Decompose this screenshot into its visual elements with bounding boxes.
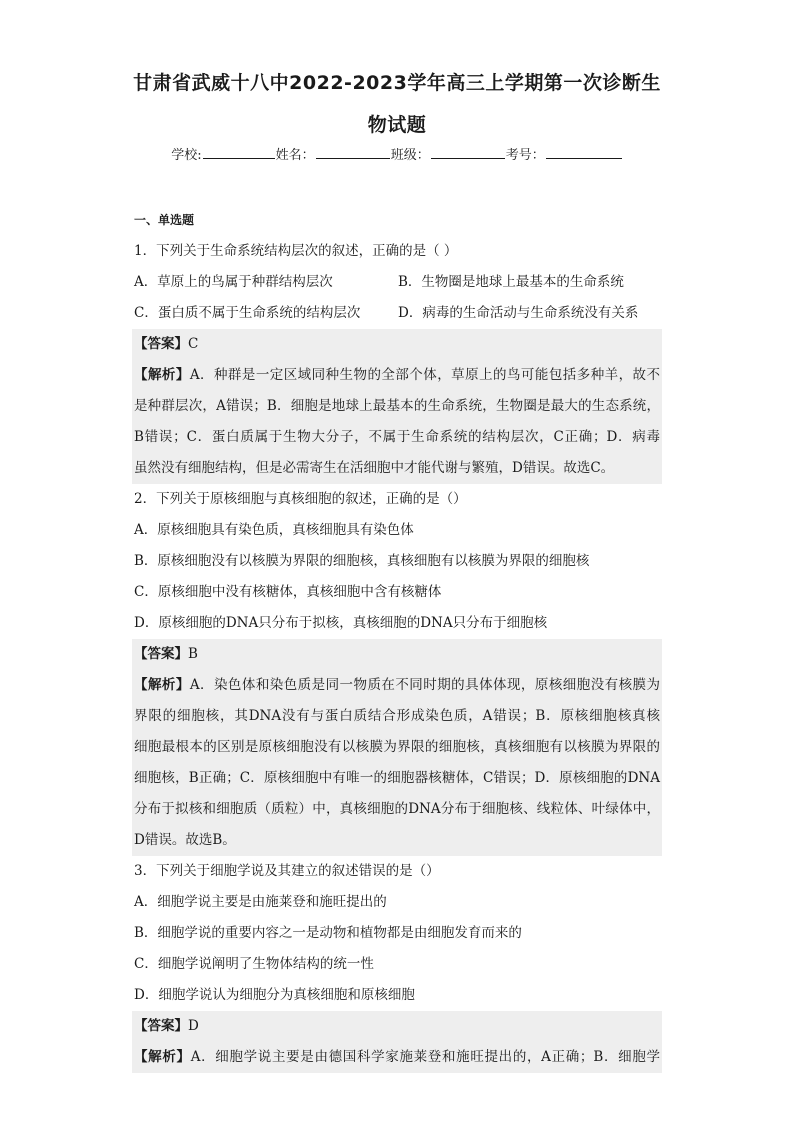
option-row [132,298,662,329]
option-d: D．细胞学说认为细胞分为真核细胞和原核细胞 [134,987,415,1003]
answer-label: 【答案】 [134,1018,188,1034]
name-label: 姓名： [275,148,315,163]
name-blank [316,146,390,159]
option-a: A．细胞学说主要是由施莱登和施旺提出的 [134,894,387,910]
student-info-row [0,144,794,163]
option-d: D．原核细胞的DNA只分布于拟核，真核细胞的DNA只分布于细胞核 [134,615,548,631]
analysis-label: 【解析】 [134,367,190,383]
analysis-text: A．种群是一定区域同种生物的全部个体，草原上的鸟可能包括多种羊，故不 [189,367,660,383]
question-stem: 3．下列关于细胞学说及其建立的叙述错误的是（） [134,863,440,879]
option-c: C．蛋白质不属于生命系统的结构层次 [134,305,361,321]
analysis-line: B错误；C．蛋白质属于生物大分子，不属于生命系统的结构层次，C正确；D．病毒 [134,429,660,445]
number-label: 考号： [505,148,545,163]
answer-block [132,329,662,484]
option-b: B．细胞学说的重要内容之一是动物和植物都是由细胞发育而来的 [134,925,522,941]
answer-line [132,329,662,360]
analysis-line: 细胞最根本的区别是原核细胞没有以核膜为界限的细胞核，真核细胞有以核膜为界限的 [134,739,660,755]
answer-line [132,1011,662,1042]
analysis-line [132,670,662,701]
analysis-line: D错误。故选B。 [134,832,236,848]
option-c: C．细胞学说阐明了生物体结构的统一性 [134,956,374,972]
class-label: 班级： [390,148,430,163]
class-blank [431,146,505,159]
section-heading: 一、单选题 [134,213,195,227]
question-1 [132,236,662,484]
exam-title-line2: 物试题 [367,114,427,136]
analysis-text: A．细胞学说主要是由德国科学家施莱登和施旺提出的，A正确；B．细胞学 [190,1049,661,1065]
question-stem: 1．下列关于生命系统结构层次的叙述，正确的是（ ） [134,243,458,259]
school-blank [203,146,275,159]
option-c: C．原核细胞中没有核糖体，真核细胞中含有核糖体 [134,584,442,600]
answer-value: D [188,1018,199,1034]
analysis-line [132,360,662,391]
answer-block [132,1011,662,1073]
option-a: A．原核细胞具有染色质，真核细胞具有染色体 [134,522,414,538]
analysis-label: 【解析】 [134,677,190,693]
answer-label: 【答案】 [134,646,188,662]
question-3 [132,856,662,1073]
analysis-text: A．染色体和染色质是同一物质在不同时期的具体体现，原核细胞没有核膜为 [189,677,660,693]
question-list [132,205,662,1073]
option-b: B．生物圈是地球上最基本的生命系统 [398,274,624,290]
question-2 [132,484,662,856]
school-label: 学校: [171,148,202,163]
answer-label: 【答案】 [134,336,188,352]
answer-value: C [188,336,199,352]
analysis-line: 细胞核，B正确；C．原核细胞中有唯一的细胞器核糖体，C错误；D．原核细胞的DNA [134,770,660,786]
analysis-line [132,1042,662,1073]
answer-line [132,639,662,670]
option-d: D．病毒的生命活动与生命系统没有关系 [398,305,639,321]
option-row [132,267,662,298]
answer-block [132,639,662,856]
option-a: A．草原上的鸟属于种群结构层次 [134,274,333,290]
question-stem: 2．下列关于原核细胞与真核细胞的叙述，正确的是（） [134,491,467,507]
analysis-line: 是种群层次，A错误；B．细胞是地球上最基本的生命系统，生物圈是最大的生态系统， [134,398,660,414]
analysis-line: 分布于拟核和细胞质（质粒）中，真核细胞的DNA分布于细胞核、线粒体、叶绿体中， [134,801,660,817]
analysis-line: 界限的细胞核，其DNA没有与蛋白质结合形成染色质，A错误；B．原核细胞核真核 [134,708,660,724]
analysis-line: 虽然没有细胞结构，但是必需寄生在活细胞中才能代谢与繁殖，D错误。故选C。 [134,460,615,476]
number-blank [546,146,622,159]
answer-value: B [188,646,198,662]
analysis-label: 【解析】 [134,1049,191,1065]
option-b: B．原核细胞没有以核膜为界限的细胞核，真核细胞有以核膜为界限的细胞核 [134,553,590,569]
exam-title-line1: 甘肃省武威十八中2022-2023学年高三上学期第一次诊断生 [133,72,661,94]
